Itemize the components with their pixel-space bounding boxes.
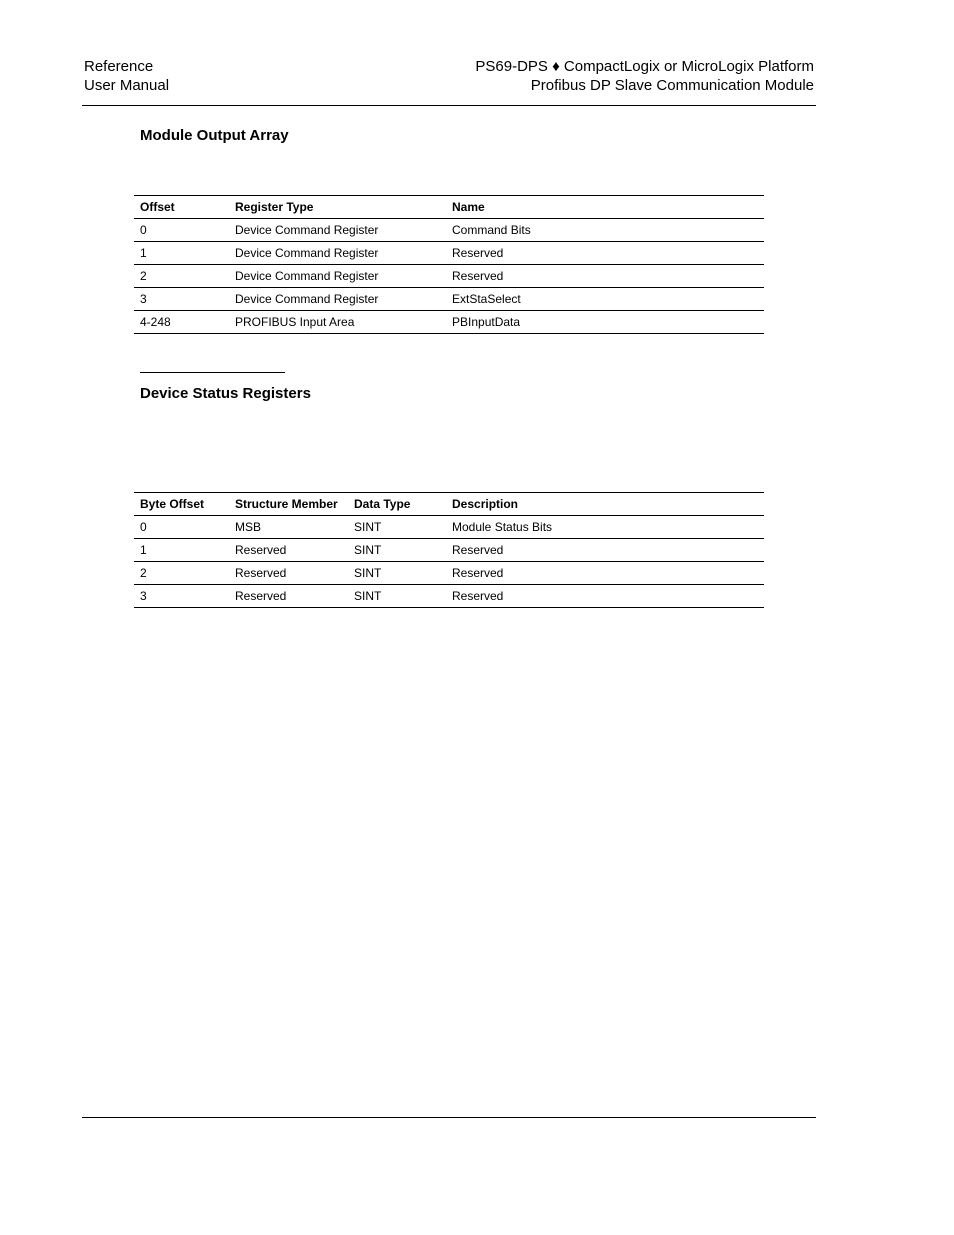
cell-register-type: Device Command Register (229, 219, 446, 242)
cell-register-type: PROFIBUS Input Area (229, 311, 446, 334)
cell-name: Reserved (446, 265, 764, 288)
cell-offset: 2 (134, 265, 229, 288)
cell-name: Reserved (446, 242, 764, 265)
header-product-title: PS69-DPS ♦ CompactLogix or MicroLogix Platform (475, 58, 814, 75)
cell-byte-offset: 1 (134, 539, 229, 562)
column-header-structure-member: Structure Member (229, 493, 348, 516)
cell-name: Command Bits (446, 219, 764, 242)
table-header-row (134, 196, 764, 219)
column-header-offset: Offset (134, 196, 229, 219)
header-right (475, 57, 814, 95)
column-header-register-type: Register Type (229, 196, 446, 219)
cell-data-type: SINT (348, 539, 446, 562)
cell-offset: 4-248 (134, 311, 229, 334)
cell-name: ExtStaSelect (446, 288, 764, 311)
cell-offset: 1 (134, 242, 229, 265)
cell-register-type: Device Command Register (229, 242, 446, 265)
column-header-byte-offset: Byte Offset (134, 493, 229, 516)
device-status-registers-heading: Device Status Registers (140, 385, 311, 402)
module-output-array-heading: Module Output Array (140, 127, 289, 144)
cell-data-type: SINT (348, 585, 446, 608)
cell-data-type: SINT (348, 516, 446, 539)
column-header-data-type: Data Type (348, 493, 446, 516)
column-header-description: Description (446, 493, 764, 516)
cell-structure-member: Reserved (229, 562, 348, 585)
table-row (134, 539, 764, 562)
table-row (134, 516, 764, 539)
table-row (134, 562, 764, 585)
cell-description: Reserved (446, 585, 764, 608)
header-left (84, 57, 169, 95)
cell-byte-offset: 2 (134, 562, 229, 585)
table-row (134, 242, 764, 265)
footer-divider (82, 1117, 816, 1118)
device-status-registers-table (134, 492, 764, 608)
cell-byte-offset: 3 (134, 585, 229, 608)
cell-register-type: Device Command Register (229, 288, 446, 311)
cell-name: PBInputData (446, 311, 764, 334)
section-divider (140, 372, 285, 373)
table-row (134, 585, 764, 608)
header-product-subtitle: Profibus DP Slave Communication Module (530, 77, 814, 94)
cell-offset: 3 (134, 288, 229, 311)
table-row (134, 219, 764, 242)
cell-structure-member: MSB (229, 516, 348, 539)
module-output-array-table (134, 195, 764, 334)
table-row (134, 288, 764, 311)
header-section-label: Reference (84, 58, 154, 75)
table-header-row (134, 493, 764, 516)
cell-description: Reserved (446, 539, 764, 562)
cell-structure-member: Reserved (229, 539, 348, 562)
table-row (134, 265, 764, 288)
column-header-name: Name (446, 196, 764, 219)
cell-description: Module Status Bits (446, 516, 764, 539)
cell-offset: 0 (134, 219, 229, 242)
header-doc-type: User Manual (84, 77, 170, 94)
cell-byte-offset: 0 (134, 516, 229, 539)
cell-description: Reserved (446, 562, 764, 585)
cell-data-type: SINT (348, 562, 446, 585)
header-divider (82, 105, 816, 106)
cell-register-type: Device Command Register (229, 265, 446, 288)
table-row (134, 311, 764, 334)
cell-structure-member: Reserved (229, 585, 348, 608)
